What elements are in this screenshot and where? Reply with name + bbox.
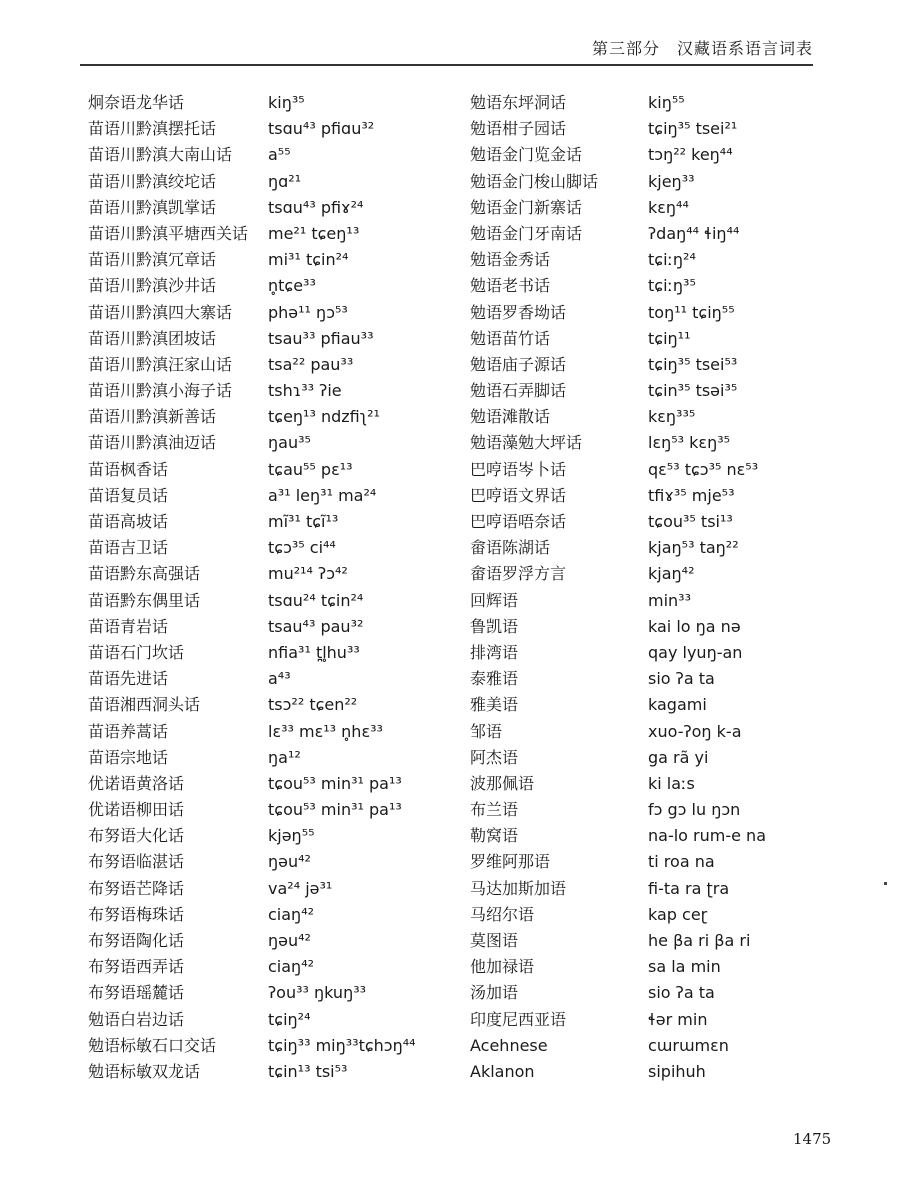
language-name: 畲语罗浮方言 bbox=[470, 564, 567, 584]
word-form: ɬər min bbox=[648, 1009, 708, 1029]
word-form: sio ʔa ta bbox=[648, 669, 715, 689]
language-name: 鲁凯语 bbox=[470, 616, 519, 636]
language-name: 印度尼西亚语 bbox=[470, 1009, 567, 1029]
word-form: sa la min bbox=[648, 957, 721, 977]
language-name: 苗语川黔滇四大寨话 bbox=[88, 302, 233, 322]
word-form: kɛŋ³³⁵ bbox=[648, 407, 696, 427]
word-form: mu²¹⁴ ʔɔ⁴² bbox=[268, 564, 348, 584]
header-title: 第三部分 汉藏语系语言词表 bbox=[591, 39, 813, 58]
word-form: tɔŋ²² keŋ⁴⁴ bbox=[648, 145, 733, 165]
language-name: 勉语罗香坳话 bbox=[470, 302, 567, 322]
language-name: 排湾语 bbox=[470, 642, 519, 662]
word-form: tɕiŋ¹¹ bbox=[648, 328, 691, 348]
word-form: a⁵⁵ bbox=[268, 145, 291, 165]
word-form: a³¹ leŋ³¹ ma²⁴ bbox=[268, 485, 377, 505]
word-form: tsɑu⁴³ pfiɑu³² bbox=[268, 119, 375, 139]
language-name: 勉语白岩边话 bbox=[88, 1009, 185, 1029]
language-name: 勉语金秀话 bbox=[470, 250, 551, 270]
page-number: 1475 bbox=[793, 1130, 832, 1148]
language-name: 苗语川黔滇团坡话 bbox=[88, 328, 217, 348]
word-form: fi-ta ra ʈra bbox=[648, 878, 730, 898]
word-form: ti roa na bbox=[648, 852, 715, 872]
word-form: fɔ gɔ lu ŋɔn bbox=[648, 800, 741, 820]
language-name: 马绍尔语 bbox=[470, 904, 535, 924]
language-name: 罗维阿那语 bbox=[470, 852, 551, 872]
word-form: ŋəu⁴² bbox=[268, 931, 311, 950]
language-name: 苗语川黔滇大南山话 bbox=[88, 145, 233, 165]
language-name: Acehnese bbox=[470, 1035, 548, 1055]
word-form: tɕiŋ³⁵ tsei²¹ bbox=[648, 119, 738, 139]
language-name: 苗语先进话 bbox=[88, 669, 169, 689]
word-form: qay lyuŋ-an bbox=[648, 642, 743, 662]
language-name: 苗语养蒿话 bbox=[88, 721, 169, 741]
word-form: tɕiːŋ³⁵ bbox=[648, 276, 696, 296]
word-form: kjeŋ³³ bbox=[648, 171, 695, 191]
language-name: 勉语东坪洞话 bbox=[470, 93, 567, 112]
language-name: 苗语高坡话 bbox=[88, 512, 169, 531]
word-form: sipihuh bbox=[648, 1061, 706, 1081]
word-form: xuo-ʔoŋ k-a bbox=[648, 721, 742, 741]
word-form: kiŋ⁵⁵ bbox=[648, 93, 685, 112]
word-form: qɛ⁵³ tɕɔ³⁵ nɛ⁵³ bbox=[648, 459, 759, 479]
language-name: 苗语川黔滇平塘西关话 bbox=[88, 223, 249, 243]
language-name: 勉语标敏石口交话 bbox=[88, 1035, 217, 1055]
word-form: kagami bbox=[648, 695, 707, 715]
language-name: 勉语苗竹话 bbox=[470, 328, 551, 348]
word-form: tɕeŋ¹³ ndzfiʅ²¹ bbox=[268, 407, 380, 427]
language-name: 苗语川黔滇凯掌话 bbox=[88, 197, 217, 217]
language-name: 勒窝语 bbox=[470, 826, 519, 846]
word-form: tɕou³⁵ tsi¹³ bbox=[648, 512, 733, 531]
language-name: 苗语黔东高强话 bbox=[88, 564, 201, 584]
word-form: kɛŋ⁴⁴ bbox=[648, 197, 689, 217]
language-name: 苗语湘西洞头话 bbox=[88, 695, 201, 715]
word-form: phə¹¹ ŋɔ⁵³ bbox=[268, 302, 348, 322]
language-name: 苗语青岩话 bbox=[88, 616, 169, 636]
language-name: 苗语川黔滇冗章话 bbox=[88, 250, 217, 270]
word-form: tɕou⁵³ min³¹ pa¹³ bbox=[268, 800, 402, 820]
word-form: tshɿ³³ ʔie bbox=[268, 381, 342, 401]
language-name: 勉语柑子园话 bbox=[470, 119, 567, 139]
word-form: mĩ³¹ tɕĩ¹³ bbox=[268, 512, 339, 531]
language-name: 雅美语 bbox=[470, 695, 519, 715]
language-name: 苗语川黔滇油迈话 bbox=[88, 433, 217, 453]
language-name: 巴哼语唔奈话 bbox=[470, 512, 567, 531]
word-form: ŋəu⁴² bbox=[268, 852, 311, 872]
word-form: kjaŋ⁵³ taŋ²² bbox=[648, 538, 739, 558]
word-form: ŋau³⁵ bbox=[268, 433, 311, 453]
word-form: kiŋ³⁵ bbox=[268, 93, 305, 112]
language-name: 苗语川黔滇绞坨话 bbox=[88, 171, 217, 191]
word-form: he βa ri βa ri bbox=[648, 931, 751, 950]
language-name: 勉语金门梭山脚话 bbox=[470, 171, 599, 191]
language-name: 布努语芒降话 bbox=[88, 878, 185, 898]
word-form: sio ʔa ta bbox=[648, 983, 715, 1003]
word-form: kjəŋ⁵⁵ bbox=[268, 826, 315, 846]
word-form: min³³ bbox=[648, 590, 691, 610]
word-form: ŋɑ²¹ bbox=[268, 171, 302, 191]
language-name: 苗语石门坎话 bbox=[88, 642, 185, 662]
word-form: tɕiŋ³⁵ tsei⁵³ bbox=[648, 354, 738, 374]
language-name: 优诺语柳田话 bbox=[88, 800, 185, 820]
word-form: na-lo rum-e na bbox=[648, 826, 766, 846]
word-form: tɕiŋ²⁴ bbox=[268, 1009, 311, 1029]
language-name: 勉语庙子源话 bbox=[470, 354, 567, 374]
language-name: 勉语金门览金话 bbox=[470, 145, 583, 165]
word-form: nfia³¹ t̪l̥hu³³ bbox=[268, 642, 360, 662]
language-name: 勉语滩散话 bbox=[470, 407, 551, 427]
language-name: 苗语川黔滇摆托话 bbox=[88, 119, 217, 139]
language-name: 苗语川黔滇新善话 bbox=[88, 407, 217, 427]
language-name: 苗语川黔滇小海子话 bbox=[88, 381, 233, 401]
word-form: ga rã yi bbox=[648, 747, 709, 767]
language-name: 布努语临湛话 bbox=[88, 852, 185, 872]
word-form: tɕɔ³⁵ ci⁴⁴ bbox=[268, 538, 336, 558]
language-name: 苗语宗地话 bbox=[88, 747, 169, 767]
language-name: 勉语金门牙南话 bbox=[470, 223, 583, 243]
language-name: 布努语瑶麓话 bbox=[88, 983, 185, 1003]
word-form: va²⁴ jə³¹ bbox=[268, 878, 333, 898]
word-form: ʔdaŋ⁴⁴ ɬiŋ⁴⁴ bbox=[648, 223, 740, 243]
language-name: 巴哼语文界话 bbox=[470, 485, 567, 505]
word-form: tsɑu⁴³ pfiɤ²⁴ bbox=[268, 197, 364, 217]
word-form: toŋ¹¹ tɕiŋ⁵⁵ bbox=[648, 302, 735, 322]
language-name: Aklanon bbox=[470, 1061, 535, 1081]
language-name: 回辉语 bbox=[470, 590, 519, 610]
scan-speck bbox=[884, 882, 887, 885]
word-form: n̥tɕe³³ bbox=[268, 276, 316, 296]
language-name: 苗语黔东偶里话 bbox=[88, 590, 201, 610]
language-name: 阿杰语 bbox=[470, 747, 519, 767]
language-name: 苗语枫香话 bbox=[88, 459, 169, 479]
word-form: tɕin¹³ tsi⁵³ bbox=[268, 1061, 348, 1081]
language-name: 勉语金门新寨话 bbox=[470, 197, 583, 217]
language-name: 苗语吉卫话 bbox=[88, 538, 169, 558]
word-form: lɛŋ⁵³ kɛŋ³⁵ bbox=[648, 433, 731, 453]
word-form: tfiɤ³⁵ mje⁵³ bbox=[648, 485, 735, 505]
language-name: 优诺语黄洛话 bbox=[88, 773, 185, 793]
language-name: 布努语西弄话 bbox=[88, 957, 185, 977]
language-name: 布努语陶化话 bbox=[88, 931, 185, 950]
word-form: cɯrɯmɛn bbox=[648, 1035, 729, 1055]
language-name: 莫图语 bbox=[470, 931, 519, 950]
word-form: lɛ³³ mɛ¹³ n̥hɛ³³ bbox=[268, 721, 383, 741]
word-form: me²¹ tɕeŋ¹³ bbox=[268, 223, 360, 243]
word-form: tsau³³ pfiau³³ bbox=[268, 328, 374, 348]
word-form: tɕiːŋ²⁴ bbox=[648, 250, 696, 270]
word-form: tɕin³⁵ tsəi³⁵ bbox=[648, 381, 738, 401]
word-form: ŋa¹² bbox=[268, 747, 301, 767]
language-name: 马达加斯加语 bbox=[470, 878, 567, 898]
word-form: tsa²² pau³³ bbox=[268, 354, 354, 374]
language-name: 苗语川黔滇汪家山话 bbox=[88, 354, 233, 374]
word-form: mi³¹ tɕin²⁴ bbox=[268, 250, 349, 270]
language-name: 他加禄语 bbox=[470, 957, 535, 977]
word-form: a⁴³ bbox=[268, 669, 291, 689]
word-form: tsɔ²² tɕen²² bbox=[268, 695, 358, 715]
word-form: kjaŋ⁴² bbox=[648, 564, 695, 584]
language-name: 布努语大化话 bbox=[88, 826, 185, 846]
language-name: 勉语石弄脚话 bbox=[470, 381, 567, 401]
language-name: 炯奈语龙华话 bbox=[88, 93, 185, 112]
language-name: 汤加语 bbox=[470, 983, 519, 1003]
word-form: ciaŋ⁴² bbox=[268, 904, 315, 924]
language-name: 勉语藻勉大坪话 bbox=[470, 433, 583, 453]
language-name: 勉语标敏双龙话 bbox=[88, 1061, 201, 1081]
word-form: tɕou⁵³ min³¹ pa¹³ bbox=[268, 773, 402, 793]
language-name: 勉语老书话 bbox=[470, 276, 551, 296]
word-form: ciaŋ⁴² bbox=[268, 957, 315, 977]
language-name: 邹语 bbox=[470, 721, 503, 741]
word-form: tɕiŋ³³ miŋ³³tɕhɔŋ⁴⁴ bbox=[268, 1035, 416, 1055]
language-name: 苗语复员话 bbox=[88, 485, 169, 505]
language-name: 波那佩语 bbox=[470, 773, 535, 793]
language-name: 布努语梅珠话 bbox=[88, 904, 185, 924]
running-header bbox=[80, 30, 813, 66]
word-form: ʔou³³ ŋkuŋ³³ bbox=[268, 983, 367, 1003]
language-name: 苗语川黔滇沙井话 bbox=[88, 276, 217, 296]
word-form: tsɑu²⁴ tɕin²⁴ bbox=[268, 590, 364, 610]
word-form: ki laːs bbox=[648, 773, 695, 793]
language-name: 布兰语 bbox=[470, 800, 519, 820]
language-name: 巴哼语岑卜话 bbox=[470, 459, 567, 479]
language-name: 泰雅语 bbox=[470, 669, 519, 689]
word-form: kap ceɽ bbox=[648, 904, 708, 924]
word-form: tsau⁴³ pau³² bbox=[268, 616, 364, 636]
word-form: kai lo ŋa nə bbox=[648, 616, 741, 636]
word-form: tɕau⁵⁵ pɛ¹³ bbox=[268, 459, 353, 479]
language-name: 畲语陈湖话 bbox=[470, 538, 551, 558]
